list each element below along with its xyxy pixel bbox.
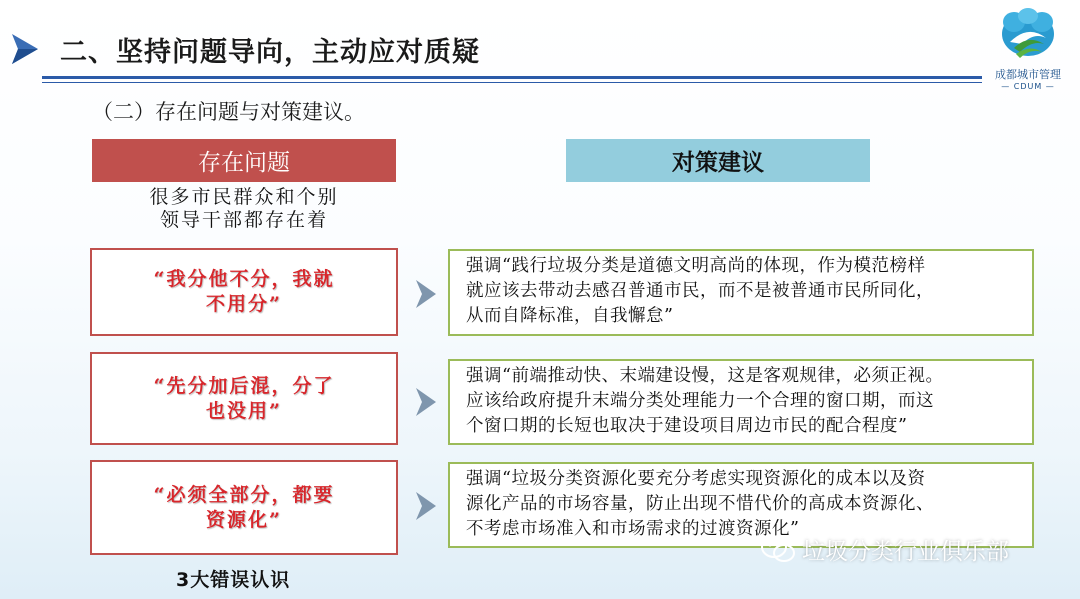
suggestion-line: 强调“垃圾分类资源化要充分考虑实现资源化的成本以及资 xyxy=(466,469,926,489)
problems-intro xyxy=(92,186,396,232)
suggestions-header: 对策建议 xyxy=(566,139,870,182)
title-divider-thin xyxy=(42,82,982,83)
suggestion-line: 应该给政府提升末端分类处理能力一个合理的窗口期，而这 xyxy=(466,391,934,411)
chevron-right-icon xyxy=(412,490,440,522)
wechat-icon xyxy=(760,535,796,565)
problems-header: 存在问题 xyxy=(92,139,396,182)
problem-line: “先分加后混，分了 xyxy=(153,374,335,397)
watermark xyxy=(760,533,1009,566)
suggestion-box xyxy=(448,249,1034,336)
suggestion-text xyxy=(466,254,1032,329)
logo-abbr: — CDUM — xyxy=(1001,82,1055,91)
problem-text xyxy=(124,267,364,317)
problem-text xyxy=(124,374,364,424)
problem-box xyxy=(90,460,398,555)
problem-line: 不用分” xyxy=(206,293,282,315)
problem-line: 也没用” xyxy=(206,399,282,422)
problem-line: 资源化” xyxy=(206,508,282,531)
title-divider xyxy=(42,76,982,79)
logo-name: 成都城市管理 xyxy=(995,68,1061,81)
problem-box xyxy=(90,248,398,336)
arrow-bullet-icon xyxy=(10,32,40,66)
cdum-logo xyxy=(988,8,1068,92)
problem-line: “我分他不分，我就 xyxy=(153,268,335,290)
problem-text xyxy=(124,483,364,533)
chevron-right-icon xyxy=(412,278,440,310)
suggestion-line: 不考虑市场准入和市场需求的过渡资源化” xyxy=(466,519,800,539)
logo-emblem-icon xyxy=(998,8,1058,62)
suggestion-line: 强调“前端推动快、末端建设慢，这是客观规律，必须正视。 xyxy=(466,366,944,386)
suggestion-line: 源化产品的市场容量，防止出现不惜代价的高成本资源化、 xyxy=(466,494,934,514)
suggestion-box xyxy=(448,359,1034,445)
footer-note: 3大错误认识 xyxy=(176,569,291,591)
problem-line: “必须全部分，都要 xyxy=(153,483,335,506)
suggestion-line: 个窗口期的长短也取决于建设项目周边市民的配合程度” xyxy=(466,416,908,436)
chevron-right-icon xyxy=(412,386,440,418)
watermark-text: 垃圾分类行业俱乐部 xyxy=(802,539,1009,565)
suggestion-line: 强调“践行垃圾分类是道德文明高尚的体现，作为模范榜样 xyxy=(466,256,926,276)
section-subtitle: （二）存在问题与对策建议。 xyxy=(92,100,365,124)
suggestion-line: 从而自降标准，自我懈怠” xyxy=(466,306,674,326)
intro-line: 领导干部都存在着 xyxy=(159,209,328,231)
suggestion-text xyxy=(466,364,1032,439)
page-title: 二、坚持问题导向，主动应对质疑 xyxy=(60,37,480,68)
suggestion-line: 就应该去带动去感召普通市民，而不是被普通市民所同化， xyxy=(466,281,934,301)
problem-box xyxy=(90,352,398,445)
intro-line: 很多市民群众和个别 xyxy=(149,186,339,208)
suggestion-text xyxy=(466,467,1032,542)
